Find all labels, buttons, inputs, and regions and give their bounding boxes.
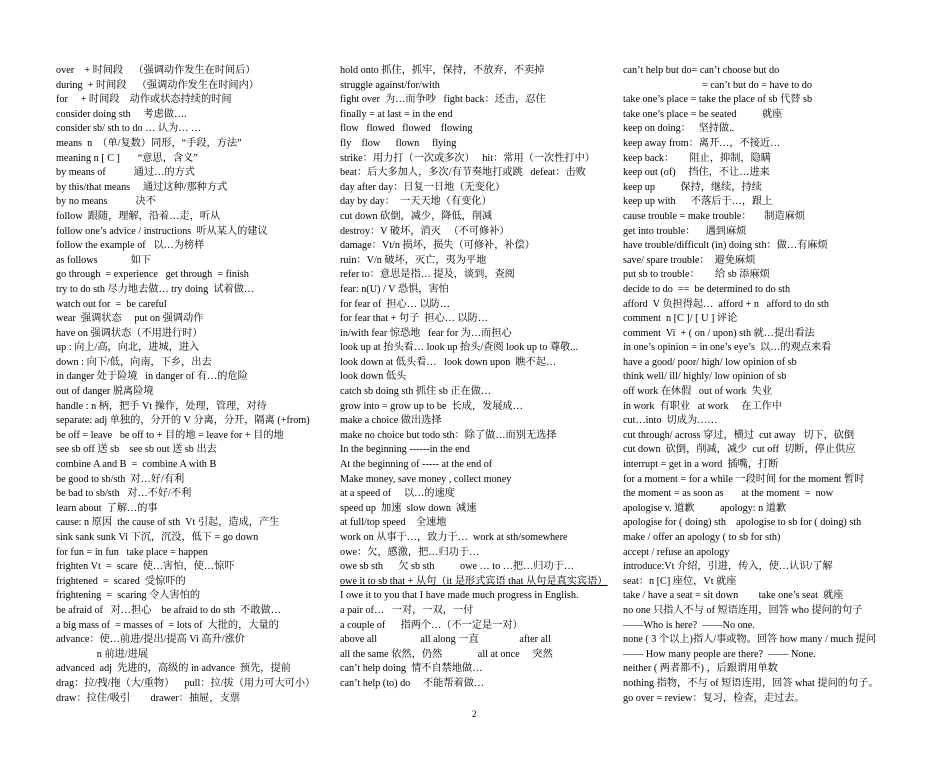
text-line: cut down 砍倒，削减，减少 cut off 切断，停止供应 — [623, 444, 856, 456]
text-line: ruin：V/n 破坏，灭亡，夷为平地 — [340, 254, 487, 266]
text-line: work on 从事于…，致力于… work at sth/somewhere — [340, 532, 568, 543]
text-line: in/with fear 惊恐地 fear for 为…而担心 — [340, 327, 512, 339]
text-line: beat：后大多加人，多次/有节奏地打或跳 defeat：击败 — [340, 167, 586, 179]
text-line: none ( 3 个以上)指人/事或物。回答 how many / much 提问 — [623, 634, 876, 646]
text-line: separate: adj 单独的，分开的 V 分离，分开，隔离 (+from) — [56, 415, 310, 427]
text-line: keep away from：离开…，不接近… — [623, 137, 781, 149]
text-line: can’t help (to) do 不能帮着做… — [340, 677, 485, 689]
text-line: I owe it to you that I have made much progress in English. — [340, 590, 579, 602]
text-line: above all all along 一直 after all — [340, 634, 551, 646]
text-line: follow the example of 以…为榜样 — [56, 240, 205, 252]
text-line: finally = at last = in the end — [340, 108, 453, 120]
text-line: take one’s place = take the place of sb 代替 sb — [623, 94, 813, 106]
text-line: make no choice but todo sth：除了做…而别无选择 — [340, 429, 557, 441]
text-line: refer to：意思是指… 提及，谈到，查阅 — [340, 269, 515, 281]
text-line: in danger 处于险境 in danger of 有…的危险 — [56, 371, 248, 383]
text-line: learn about 了解…的事 — [56, 502, 158, 514]
text-line: make / offer an apology ( to sb for sth) — [623, 532, 781, 543]
text-line: cause: n 原因 the cause of sth Vt 引起，造成，产生 — [56, 517, 280, 529]
text-line: for fear of 担心… 以防… — [340, 298, 451, 310]
text-line: seat：n [C] 座位，Vt 就座 — [623, 575, 737, 587]
text-line: keep back： 阻止，抑制，隐瞒 — [623, 152, 771, 164]
text-line: day by day： 一天天地（有变化） — [340, 196, 492, 208]
text-line: owe sb sth 欠 sb sth owe … to …把…归功于… — [340, 561, 575, 573]
text-line: be off = leave be off to + 目的地 = leave for + 目的地 — [56, 429, 284, 441]
text-line: have trouble/difficult (in) doing sth：做…有麻烦 — [623, 240, 828, 252]
text-line: make a choice 做出选择 — [340, 415, 442, 427]
text-line: get into trouble： 遇到麻烦 — [623, 225, 747, 237]
text-line: damage：Vt/n 损坏，损失（可修补，补偿） — [340, 240, 535, 252]
text-line: keep out (of) 挡住，不让…进来 — [623, 167, 770, 179]
text-line: have on 强调状态（不用进行时） — [56, 327, 203, 339]
text-line: during + 时间段 （强调动作发生在时间内） — [56, 79, 259, 91]
text-line: strike：用力打（一次或多次） hit：常用（一次性打中） — [340, 152, 595, 164]
text-line: frightening = scaring 令人害怕的 — [56, 590, 201, 602]
text-line: accept / refuse an apology — [623, 546, 730, 558]
text-line: a pair of… 一对，一双，一付 — [340, 604, 474, 616]
text-line: over + 时间段 （强调动作发生在时间后） — [56, 65, 256, 76]
text-line: catch sb doing sth 抓住 sb 正在做… — [340, 386, 492, 398]
text-line: look up at 抬头看… look up 抬头/查阅 look up to 尊敬... — [340, 342, 578, 354]
text-line: at a speed of 以…的速度 — [340, 488, 455, 500]
text-line: follow one’s advice / instructions 听从某人的建议 — [56, 225, 268, 237]
text-line: frightened = scared 受惊吓的 — [56, 575, 186, 587]
text-line: cut…into 切成为…… — [623, 415, 718, 427]
text-line: fly flow flown flying — [340, 137, 457, 149]
text-line: grow into = grow up to be 长成，发展成… — [340, 400, 523, 412]
text-column-right — [623, 64, 908, 706]
text-line: no one 只指人不与 of 短语连用，回答 who 提问的句子 — [623, 604, 863, 616]
text-line: a big mass of = masses of = lots of 大批的，大量的 — [56, 619, 279, 631]
page-number: 2 — [472, 709, 477, 719]
text-line: for fear that + 句子 担心… 以防… — [340, 313, 489, 325]
text-line: out of danger 脱离险境 — [56, 386, 154, 398]
text-line: In the beginning ------in the end — [340, 444, 470, 456]
text-line: apologise v. 道歉 apology: n 道歉 — [623, 502, 787, 514]
text-line: drag：拉/拽/拖（大/重物） pull：拉/拔（用力可大可小） — [56, 677, 316, 689]
text-line: —— How many people are there? —— None. — [623, 648, 816, 660]
text-line: fight over 为…而争吵 fight back：还击，忍住 — [340, 94, 546, 106]
text-line: off work 在休假 out of work 失业 — [623, 386, 772, 398]
text-line: by means of 通过…的方式 — [56, 167, 195, 179]
text-line: keep on doing： 坚持做.. — [623, 123, 735, 135]
text-line: look down 低头 — [340, 371, 407, 383]
text-line: can’t help but do= can’t choose but do — [623, 65, 780, 76]
text-line: keep up 保持，继续，持续 — [623, 181, 762, 193]
text-line: meaning n [ C ] “意思，含义” — [56, 152, 198, 164]
text-line: consider sb/ sth to do … 认为… … — [56, 123, 202, 135]
text-line: struggle against/for/with — [340, 79, 440, 91]
text-line: day after day：日复一日地（无变化） — [340, 181, 506, 193]
text-line: means n （单/复数）同形，“手段，方法” — [56, 137, 242, 149]
text-line: introduce:Vt 介绍，引进，传入，使…认识/了解 — [623, 561, 833, 573]
text-line: = can’t but do = have to do — [623, 79, 812, 91]
text-line: comment Vi + ( on / upon) sth 就…提出看法 — [623, 327, 815, 339]
text-line: draw：拉住/吸引 drawer：抽屉，支票 — [56, 692, 240, 704]
text-line: put sb to trouble： 给 sb 添麻烦 — [623, 269, 770, 281]
text-line: cause trouble = make trouble： 制造麻烦 — [623, 210, 806, 222]
text-line: owe：欠，感激，把…归功于… — [340, 546, 480, 558]
text-line: look down at 低头看… look down upon 瞧不起… — [340, 356, 557, 368]
text-line: be afraid of 对…担心 be afraid to do sth 不敢做… — [56, 604, 281, 616]
text-line: nothing 指物，不与 of 短语连用，回答 what 提问的句子。 — [623, 677, 879, 689]
text-line: for fun = in fun take place = happen — [56, 546, 208, 558]
text-line: Make money, save money , collect money — [340, 473, 512, 485]
text-line: the moment = as soon as at the moment = now — [623, 488, 834, 500]
text-line: in work 有职业 at work 在工作中 — [623, 400, 783, 412]
text-line: be good to sb/sth 对…好/有利 — [56, 473, 185, 485]
text-column-middle — [340, 64, 618, 692]
text-line: owe it to sb that + 从句（it 是形式宾语 that 从句是真实宾语） — [340, 575, 608, 587]
text-line: hold onto 抓住，抓牢，保持，不放弃，不卖掉 — [340, 65, 545, 76]
text-line: wear 强调状态 put on 强调动作 — [56, 313, 204, 325]
text-line: for + 时间段 动作或状态持续的时间 — [56, 94, 232, 106]
text-line: for a moment = for a while 一段时间 for the moment 暂时 — [623, 473, 865, 485]
text-line: flow flowed flowed flowing — [340, 123, 473, 135]
text-line: by this/that means 通过这种/那种方式 — [56, 181, 228, 193]
text-line: n 前进/进展 — [56, 648, 148, 660]
text-line: take one’s place = be seated 就座 — [623, 108, 783, 120]
text-line: sink sank sunk Vi 下沉，沉没，低下 = go down — [56, 532, 259, 543]
text-line: by no means 决不 — [56, 196, 156, 208]
text-line: neither ( 两者都不) ，后跟谓用单数 — [623, 663, 778, 675]
text-line: in one’s opinion = in one’s eye’s 以…的观点来看 — [623, 342, 832, 354]
text-line: advance：使…前进/提出/提高 Vi 高升/涨价 — [56, 634, 245, 646]
text-line: be bad to sb/sth 对…不好/不利 — [56, 488, 192, 500]
text-line: down : 向下/低，向南，下乡，出去 — [56, 356, 212, 368]
text-line: decide to do == be determined to do sth — [623, 283, 791, 295]
text-line: ——Who is here? ——No one. — [623, 619, 755, 631]
text-line: see sb off 送 sb see sb out 送 sb 出去 — [56, 444, 217, 456]
text-line: speed up 加速 slow down 减速 — [340, 502, 477, 514]
text-line: up : 向上/高，向北，进城，进入 — [56, 342, 200, 354]
text-line: try to do sth 尽力地去做… try doing 试着做… — [56, 283, 255, 295]
text-line: fear: n(U) / V 恐惧，害怕 — [340, 283, 449, 295]
text-line: watch out for = be careful — [56, 298, 167, 310]
text-line: go through = experience get through = finish — [56, 269, 249, 281]
text-line: cut through/ across 穿过，横过 cut away 切下，砍倒 — [623, 429, 855, 441]
text-line: follow 跟随，理解，沿着…走，听从 — [56, 210, 221, 222]
text-line: apologise for ( doing) sth apologise to sb for ( doing) sth — [623, 517, 862, 529]
text-line: consider doing sth 考虑做…. — [56, 108, 187, 120]
text-line: combine A and B = combine A with B — [56, 459, 217, 471]
text-line: a couple of 指两个…（不一定是一对） — [340, 619, 523, 631]
text-line: interrupt = get in a word 插嘴，打断 — [623, 459, 779, 471]
text-column-left — [56, 64, 334, 706]
text-line: frighten Vt = scare 使…害怕，使…惊吓 — [56, 561, 235, 573]
text-line: have a good/ poor/ high/ low opinion of sb — [623, 356, 797, 368]
text-line: go over = review：复习，检查，走过去。 — [623, 692, 805, 704]
text-line: comment n [C ]/ [ U ] 评论 — [623, 313, 738, 325]
text-line: advanced adj 先进的，高级的 in advance 预先，提前 — [56, 663, 291, 675]
text-line: save/ spare trouble： 避免麻烦 — [623, 254, 756, 266]
text-line: think well/ ill/ highly/ low opinion of sb — [623, 371, 787, 383]
text-line: destroy：V 破坏，消灭 （不可修补） — [340, 225, 510, 237]
text-line: take / have a seat = sit down take one’s seat 就座 — [623, 590, 844, 602]
text-line: cut down 砍倒，减少，降低，削减 — [340, 210, 493, 222]
text-line: At the beginning of ----- at the end of — [340, 459, 493, 471]
text-line: can’t help doing 情不自禁地做… — [340, 663, 483, 675]
text-line: handle : n 柄，把手 Vt 操作，处理，管理，对待 — [56, 400, 267, 412]
text-line: afford V 负担得起… afford + n afford to do sth — [623, 298, 829, 310]
text-line: keep up with 不落后于…，跟上 — [623, 196, 773, 208]
text-line: as follows 如下 — [56, 254, 152, 266]
text-line: all the same 依然，仍然 all at once 突然 — [340, 648, 553, 660]
text-line: at full/top speed 全速地 — [340, 517, 447, 529]
